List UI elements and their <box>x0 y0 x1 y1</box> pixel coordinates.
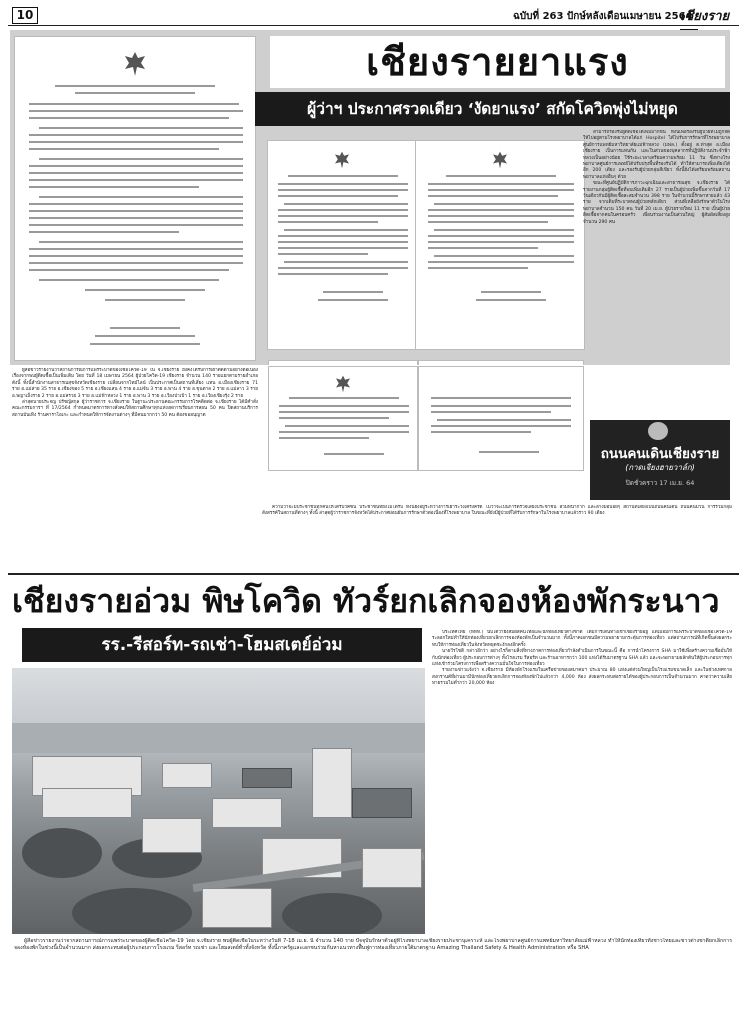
page-header <box>8 4 739 26</box>
banner-title: ถนนคนเดินเชียงราย <box>600 446 720 462</box>
story1-paragraph: สามารถรองรับผู้ติดเชื้อได้เพิ่มมากขึ้น ทั้งนี้เพื่อรองรับผู้ป่วยที่ไม่ถูกจัดให้ไปอยู่ตามโรงพยาบาลได้แก่ Hospitel ได้ไปรับการรักษาที่โรงพยาบาลศูนย์การแพทย์มหาวิทยาลัยแม่ฟ้าหลวง (มฟล.) ตั้งอยู่ ต.ท่าสุด อ.เมืองเชียงราย เป็นการแทนกัน และในส่วนของบุคลากรที่ปฏิบัติงานประจำฟ้าหลวงเป็นอย่างน้อย ใช้ระยะเวลาเตรียมความพร้อม 11 วัน ซึ่งทางโรงพยาบาลศูนย์การแพทย์ได้ปรับปรุงพื้นที่รองรับได้ ทำให้สามารถเพิ่มเตียงได้อีก 200 เตียง และรองรับผู้ป่วยกลุ่มสีเขียว ทั้งนี้ยังได้เตรียมพร้อมสถานพยาบาลแห่งอื่นๆ ด้วย <box>583 130 730 180</box>
official-document-main <box>14 36 256 361</box>
logo-text: เชียงราย <box>680 9 730 24</box>
story2-headline: เชียงรายอ่วม พิษโควิด ทัวร์ยกเลิกจองห้องพักระนาว <box>12 582 720 620</box>
garuda-emblem-icon <box>123 51 147 77</box>
official-document-3 <box>415 140 585 350</box>
city-seal-icon <box>648 422 668 440</box>
story2-paragraph: นายวีรโชติ กล่าวอีกว่า อย่างไรก็ตามสิ่งที่ทางภาคการท่องเที่ยวกำลังดำเนินการในขณะนี้ คือ การนำโครงการ SHA มาใช้เพื่อสร้างความเชื่อมั่นให้กับนักท่องเที่ยว ผู้ประกอบการต่างๆ ทั้งโรงแรม รีสอร์ท และร้านอาหารกว่า 100 แห่งได้รับมาตรฐาน SHA แล้ว และจะพยายามผลักดันให้ผู้ประกอบการทุกแห่งเข้าร่วมโครงการเพื่อสร้างความมั่นใจในการท่องเที่ยว <box>432 649 732 668</box>
garuda-emblem-icon <box>335 375 352 393</box>
city-aerial-photo <box>12 668 425 934</box>
garuda-emblem-icon <box>334 151 351 169</box>
story1-paragraph: ผู้สื่อข่าวรายงานว่าสถานการณ์การแพร่ระบาดของเชื้อโควิด-19 ใน จ.เชียงราย ยังคงได้รับการเฝ้าติดตามอย่างต่อเนื่องเรื่องจากพบผู้ติดเชื้อเป็นเพิ่มเติม โดย วันที่ 18 เมษายน 2564 ผู้ป่วยโควิด-19 เชียงราย จำนวน 140 รายแยกตามรายอำเภอ ดังนี้ ทั้งนี้สำนักงานสาธารณสุขจังหวัดเชียงราย เปลี่ยนจากไทม์ไลน์ เป็นประกาศเป็นสถานที่เสี่ยง แทน อ.เมืองเชียงราย 71 ราย อ.แม่สาย 35 ราย อ.เชียงของ 5 ราย อ.เชียงแสน 4 ราย อ.แม่จัน 3 ราย อ.พาน 4 ราย อ.ขุนตาล 2 ราย อ.แม่ลาว 3 ราย อ.พญาเม็งราย 2 ราย อ.แม่สรวย 3 ราย อ.แม่ฟ้าหลวง 1 ราย อ.พาน 3 ราย อ.เวียงป่าเป้า 1 ราย อ.เวียงเชียงรุ้ง 2 ราย <box>12 368 258 399</box>
story1-paragraph: ล่าสุดนายประจญ ปรัชญ์สกุล ผู้ว่าราชการ จ.เชียงราย ในฐานะประธานคณะกรรมการโรคติดต่อ จ.เชียงราย ได้มีคำสั่งคณะกรรมการฯ ที่ 17/2564 กำหนดมาตรการทางสังคมให้สถานศึกษาทุกแห่งงดการเรียนการสอน 50 คน ปิดสถานบริการ สถานบันเทิง ร้านคาราโอเกะ และกำหนดให้การจัดงานต่างๆ ที่มีคนมากกว่า 50 คน ต้องขออนุญาต <box>12 400 258 418</box>
story1-paragraph: ความว่าจะมีประชาชนทุกคนให้ได้รับวัคซีน ประชาชนที่ยังไม่ได้รับ ทั้งนี้ยังอยู่ระหว่างการเฝ้าระวังเคร่งครัด ไม่ว่าจะเป็นการตรวจเสี่ยงประชาชน สวมหน้ากาก และล้างมือบ่อยๆ สถานที่เสี่ยงเป็นถนนคนเดิน ถนนคนม่วน การรวมกลุ่มสังสรรค์ในสถานที่ต่างๆ ทั้งนี้ ล่าสุดผู้ว่าราชการจังหวัดได้ประกาศผ่อนผันการรักษาตัวต่อเนื่องที่โรงพยาบาล ในขณะที่ยังมีผู้ป่วยที่ได้รับการรักษาในโรงพยาบาลแล้วราว 90 เตียง <box>262 505 732 517</box>
issue-info: ฉบับที่ 263 ปักษ์หลังเดือนเมษายน 2564 <box>513 11 693 22</box>
story1-subheadline: ผู้ว่าฯ ประกาศรวดเดียว ‘งัดยาแรง’ สกัดโควิดพุ่งไม่หยุด <box>255 92 730 126</box>
story1-bottom-text <box>262 505 732 567</box>
story1-paragraph: ขณะที่ศูนย์ปฏิบัติการภาวะฉุกเฉินและสาธารณสุข จ.เชียงราย ได้รายงานกลุ่มผู้ติดเชื้อที่พบเพิ่มเติมอีก 27 รายเป็นผู้ป่วยเพิ่มขึ้นจากวันที่ 17 วันเดียวกันมีผู้ติดเชื้อสะสมจำนวน 398 ราย ในจำนวนนี้รักษาหายแล้ว 43 ราย จากเดิมที่ระบาดพบผู้ป่วยหลักเดียว ส่วนที่เหลือยังรักษาตัวในโรงพยาบาลจำนวน 150 คน วันที่ 20 เม.ย. ผู้ป่วยรายใหม่ 11 ราย เป็นผู้ป่วยติดเชื้อจากคนในครอบครัว เพื่อนร่วมงานเป็นส่วนใหญ่ ผู้สัมผัสเสี่ยงสูงจำนวน 290 คน <box>583 181 730 225</box>
story2-right-column <box>432 630 732 932</box>
official-document-4-body <box>268 366 418 471</box>
garuda-emblem-icon <box>492 151 509 169</box>
official-document-4 <box>268 360 418 365</box>
story2-paragraph: รายงานข่าวแจ้งว่า จ.เชียงราย มีห้องพักโรงแรมในเครือข่ายของสมาคมฯ ประมาณ 80 แห่งแต่ส่วนใหญ่เป็นโรงแรมขนาดเล็ก และในช่วงเทศกาลสงกรานต์ที่ผ่านมามีนักท่องเที่ยวยกเลิกการจองห้องพักไปแล้วกว่า 4,000 ห้อง ส่งผลกระทบต่อรายได้ของผู้ประกอบการเป็นจำนวนมาก คาดว่าความเสียหายรวมไม่ต่ำกว่า 20,000 ห้อง <box>432 668 732 687</box>
banner-subtitle: (กาดเจียงฮายวาล์ก) <box>625 463 695 472</box>
official-document-5-body <box>418 366 584 471</box>
story1-headline: เชียงรายยาแรง <box>270 36 725 88</box>
page-number: 10 <box>12 7 38 24</box>
story2-paragraph: ผู้สื่อข่าวรายงานว่าจากสถานการณ์การแพร่ระบาดของผู้ติดเชื้อโควิด-19 โดย จ.เชียงราย พบผู้ติดเชื้อในระหว่างวันที่ 7-18 เม.ย. นี้ จำนวน 140 ราย ปัจจุบันรักษาตัวอยู่ที่โรงพยาบาลเชียงรายประชานุเคราะห์ และโรงพยาบาลศูนย์การแพทย์มหาวิทยาลัยแม่ฟ้าหลวง ทำให้นักท่องเที่ยวทั้งชาวไทยและชาวต่างชาติยกเลิกการจองห้องพักในช่วงนี้เป็นจำนวนมาก ส่งผลกระทบต่อผู้ประกอบการโรงแรม รีสอร์ท รถเช่า และโฮมสเตย์ทั่วทั้งจังหวัด ทั้งนี้ภาครัฐและเอกชนร่วมกันหาแนวทางฟื้นฟูการท่องเที่ยวภายใต้มาตรฐาน Amazing Thailand Safety & Health Administration หรือ SHA <box>14 938 732 952</box>
section-divider <box>8 573 739 575</box>
story1-right-column <box>583 130 730 316</box>
walking-street-banner <box>590 420 730 500</box>
story1-left-column <box>12 368 258 506</box>
story2-paragraph: ประเทศไทย (ททท.) นับได้ว่ายังสัมผัสคนไทยและนักท่องเที่ยวต่างชาติ ได้มีการเดินทางเข้าเชียงรายอยู่ แต่เมื่อมีการแพร่ระบาดของเชื้อโควิด-19 ระลอกใหม่ทำให้นักท่องเที่ยวยกเลิกการจองห้องพักเป็นจำนวนมาก ทั้งนี้ภาคเอกชนมีความพยายามกระตุ้นการท่องเที่ยว แต่สถานการณ์ที่เกิดขึ้นส่งผลกระทบให้การท่องเที่ยวในจังหวัดหยุดชะงักลงอีกครั้ง <box>432 630 732 648</box>
official-document-2 <box>267 140 417 350</box>
story2-subheadline: รร.-รีสอร์ท-รถเช่า-โฮมสเตย์อ่วม <box>22 628 422 662</box>
official-document-5 <box>418 360 584 365</box>
banner-note: ปิดชั่วคราว 17 เม.ย. 64 <box>625 479 695 487</box>
story2-bottom-text <box>14 938 732 1020</box>
